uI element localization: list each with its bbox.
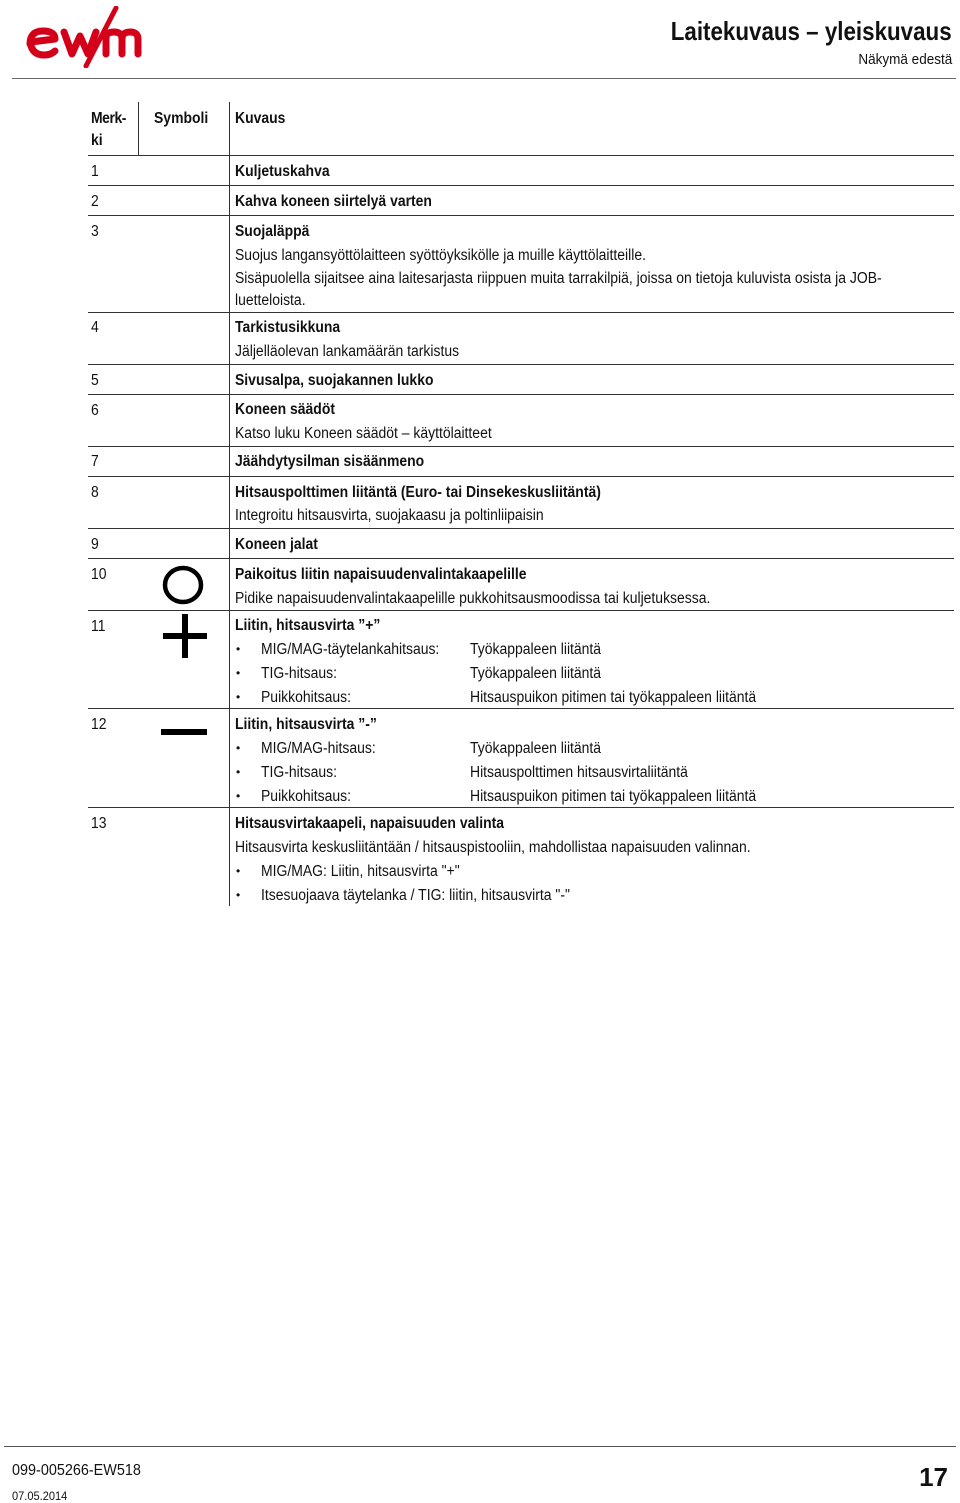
bullet-icon: • — [236, 888, 241, 902]
header-divider — [12, 78, 956, 79]
ewm-logo — [22, 6, 164, 68]
bullet-icon: • — [236, 666, 241, 680]
row-5-title: Sivusalpa, suojakannen lukko — [235, 372, 434, 389]
bullet-icon: • — [236, 765, 241, 779]
row-6-num: 6 — [91, 402, 99, 419]
bullet-icon: • — [236, 864, 241, 878]
page-number: 17 — [919, 1462, 948, 1492]
row-12-item-1-label: MIG/MAG-hitsaus: — [261, 740, 376, 757]
page-subtitle: Näkymä edestä — [858, 51, 952, 68]
row-11-title: Liitin, hitsausvirta ”+” — [235, 617, 381, 634]
row-11-item-2-value: Työkappaleen liitäntä — [470, 665, 602, 682]
row-3-line-2: Sisäpuolella sijaitsee aina laitesarjasta riippuen muita tarrakilpiä, joissa on tietoja kuluvista osista ja JOB- — [235, 270, 882, 287]
row-12-item-2-label: TIG-hitsaus: — [261, 764, 337, 781]
bullet-icon: • — [236, 642, 241, 656]
row-3-line-1: Suojus langansyöttölaitteen syöttöyksikölle ja muille käyttölaitteille. — [235, 247, 646, 264]
row-3-line-3: luetteloista. — [235, 292, 306, 309]
row-12-item-2-value: Hitsauspolttimen hitsausvirtaliitäntä — [470, 764, 688, 781]
row-4-line-1: Jäljelläolevan lankamäärän tarkistus — [235, 343, 460, 360]
row-13-title: Hitsausvirtakaapeli, napaisuuden valinta — [235, 815, 505, 832]
row-2-num: 2 — [91, 193, 99, 210]
row-6-title: Koneen säädöt — [235, 401, 335, 418]
row-10-line-1: Pidike napaisuudenvalintakaapelille pukkohitsausmoodissa tai kuljetuksessa. — [235, 590, 711, 607]
row-12-item-3-label: Puikkohitsaus: — [261, 788, 351, 805]
svg-text:ewm: ewm — [22, 67, 25, 68]
row-11-item-1-label: MIG/MAG-täytelankahitsaus: — [261, 641, 440, 658]
row-4-title: Tarkistusikkuna — [235, 319, 341, 336]
row-11-num: 11 — [91, 618, 106, 635]
footer-divider — [4, 1446, 956, 1447]
row-1-num: 1 — [91, 163, 99, 180]
row-9-num: 9 — [91, 536, 99, 553]
row-2-title: Kahva koneen siirtelyä varten — [235, 193, 432, 210]
minus-symbol-icon — [161, 727, 207, 737]
row-3-title: Suojaläppä — [235, 223, 310, 240]
bullet-icon: • — [236, 789, 241, 803]
col-header-symboli: Symboli — [154, 110, 209, 127]
row-11-item-3-value: Hitsauspuikon pitimen tai työkappaleen liitäntä — [470, 689, 757, 706]
doc-date: 07.05.2014 — [12, 1489, 68, 1503]
row-10-title: Paikoitus liitin napaisuudenvalintakaapelille — [235, 566, 527, 583]
row-12-title: Liitin, hitsausvirta ”-” — [235, 716, 377, 733]
col-header-kuvaus: Kuvaus — [235, 110, 286, 127]
row-5-num: 5 — [91, 372, 99, 389]
row-13-line-1: Hitsausvirta keskusliitäntään / hitsauspistooliin, mahdollistaa napaisuuden valinnan. — [235, 839, 751, 856]
row-8-title: Hitsauspolttimen liitäntä (Euro- tai Dinsekeskusliitäntä) — [235, 484, 601, 501]
row-12-num: 12 — [91, 716, 107, 733]
row-12-item-3-value: Hitsauspuikon pitimen tai työkappaleen liitäntä — [470, 788, 757, 805]
col-header-merkki-cont: ki — [91, 132, 103, 149]
row-6-line-1: Katso luku Koneen säädöt – käyttölaitteet — [235, 425, 492, 442]
row-4-num: 4 — [91, 319, 99, 336]
row-11-item-1-value: Työkappaleen liitäntä — [470, 641, 602, 658]
row-8-line-1: Integroitu hitsausvirta, suojakaasu ja poltinliipaisin — [235, 507, 544, 524]
circle-symbol-icon — [160, 564, 206, 606]
bullet-icon: • — [236, 741, 241, 755]
row-8-num: 8 — [91, 484, 99, 501]
plus-symbol-icon — [163, 614, 207, 658]
page-header — [0, 0, 960, 80]
row-7-num: 7 — [91, 453, 99, 470]
row-13-num: 13 — [91, 815, 107, 832]
row-3-num: 3 — [91, 223, 99, 240]
col-header-merkki: Merk- — [91, 110, 126, 127]
row-7-title: Jäähdytysilman sisäänmeno — [235, 453, 425, 470]
row-12-item-1-value: Työkappaleen liitäntä — [470, 740, 602, 757]
row-11-item-2-label: TIG-hitsaus: — [261, 665, 337, 682]
row-10-num: 10 — [91, 566, 107, 583]
row-9-title: Koneen jalat — [235, 536, 318, 553]
doc-number: 099-005266-EW518 — [12, 1462, 141, 1479]
row-11-item-3-label: Puikkohitsaus: — [261, 689, 351, 706]
page-title: Laitekuvaus – yleiskuvaus — [671, 16, 952, 46]
bullet-icon: • — [236, 690, 241, 704]
row-13-item-1: MIG/MAG: Liitin, hitsausvirta "+" — [261, 863, 460, 880]
row-13-item-2: Itsesuojaava täytelanka / TIG: liitin, hitsausvirta "-" — [261, 887, 570, 904]
row-1-title: Kuljetuskahva — [235, 163, 330, 180]
